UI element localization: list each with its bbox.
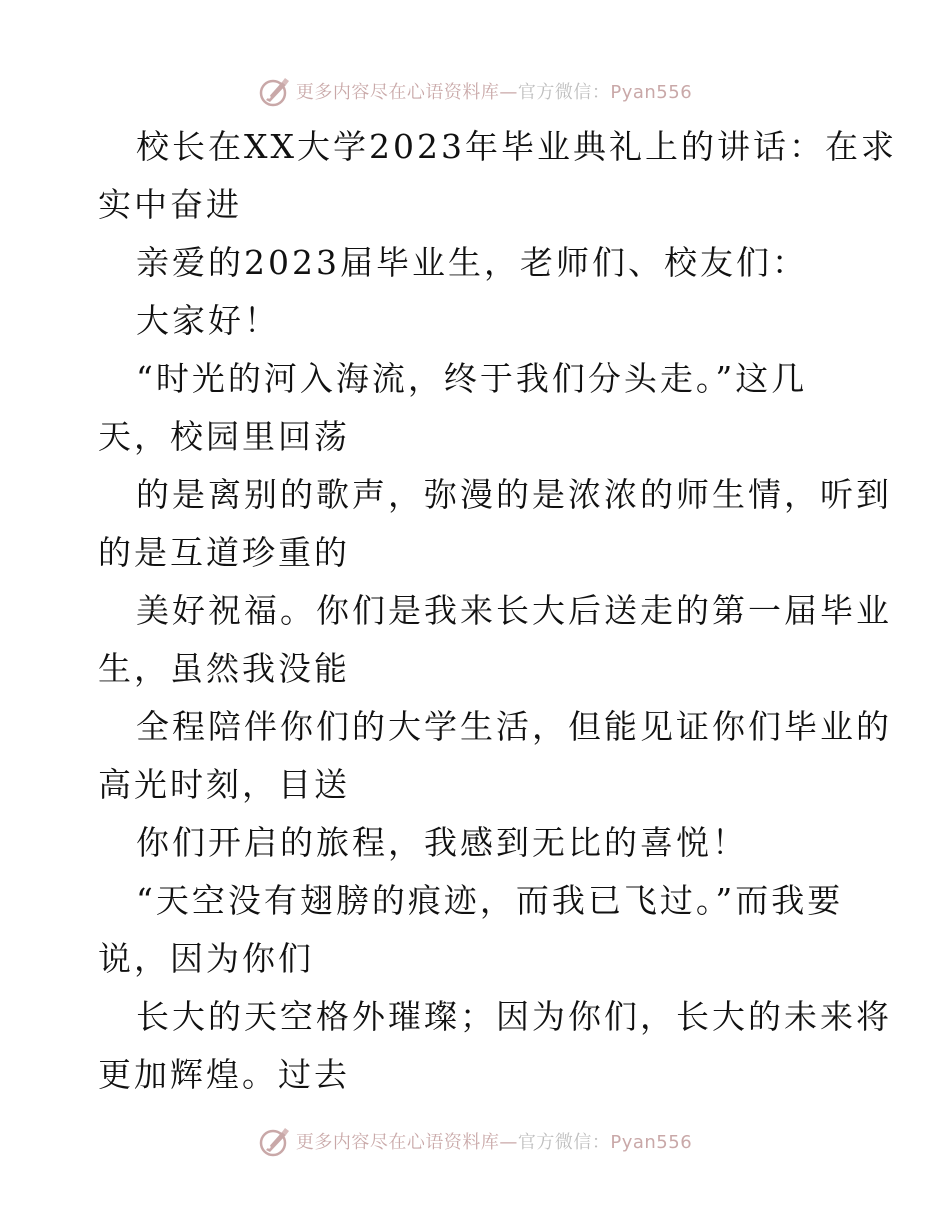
pen-logo-icon [258,74,292,108]
paragraph-line: 长大的天空格外璀璨；因为你们，长大的未来将 [136,997,892,1036]
pen-logo-icon [258,1124,292,1158]
watermark-id: Pyan556 [610,82,693,103]
paragraph-line: 的是互道珍重的 [98,533,350,572]
watermark-main: 更多内容尽在心语资料库 [295,1132,500,1153]
paragraph-line: 生，虽然我没能 [98,649,350,688]
watermark-label: 官方微信： [517,82,611,103]
paragraph-line: “时光的河入海流，终于我们分头走。”这几 [136,359,808,398]
footer-watermark [0,1121,950,1161]
paragraph-line: 更加辉煌。过去 [98,1055,350,1094]
paragraph-line: “天空没有翅膀的痕迹，而我已飞过。”而我要 [136,881,844,920]
title-line-1: 校长在XX大学2023年毕业典礼上的讲话：在求 [136,127,897,166]
paragraph-line: 美好祝福。你们是我来长大后送走的第一届毕业 [136,591,892,630]
header-watermark [0,71,950,111]
greeting: 大家好！ [136,301,280,340]
watermark-id: Pyan556 [610,1132,693,1153]
paragraph-line: 天，校园里回荡 [98,417,350,456]
paragraph-line: 说，因为你们 [98,939,314,978]
watermark-text [296,1128,692,1154]
watermark-separator: — [499,1132,518,1153]
paragraph-line: 全程陪伴你们的大学生活，但能见证你们毕业的 [136,707,892,746]
salutation: 亲爱的2023届毕业生，老师们、校友们： [136,243,808,282]
paragraph-line: 你们开启的旅程，我感到无比的喜悦！ [136,823,748,862]
paragraph-line: 高光时刻，目送 [98,765,350,804]
watermark-label: 官方微信： [517,1132,611,1153]
watermark-text [296,78,692,104]
document-body [98,118,897,1104]
title-line-2: 实中奋进 [98,185,242,224]
watermark-main: 更多内容尽在心语资料库 [295,82,500,103]
paragraph-line: 的是离别的歌声，弥漫的是浓浓的师生情，听到 [136,475,892,514]
watermark-separator: — [499,82,518,103]
